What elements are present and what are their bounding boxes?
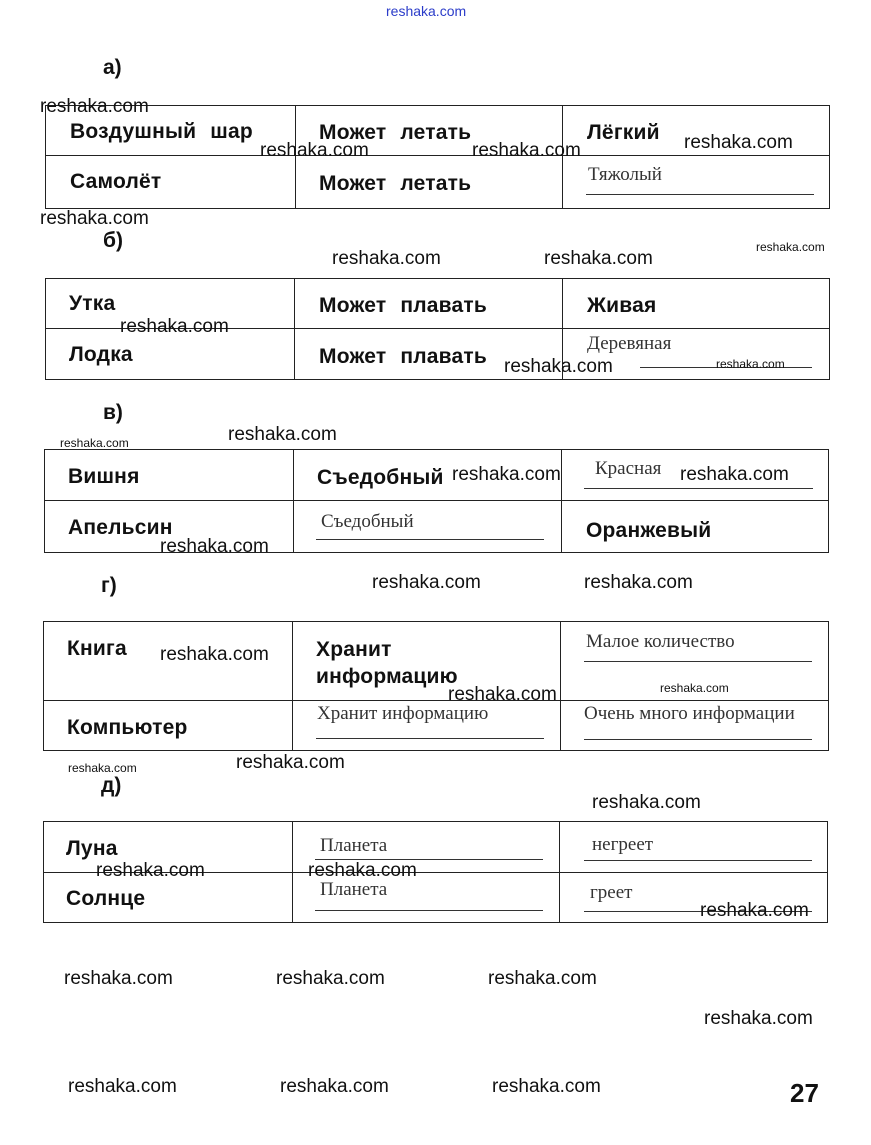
table-d-col-divider-1: [292, 821, 293, 923]
watermark: reshaka.com: [40, 96, 149, 117]
watermark: reshaka.com: [504, 356, 613, 377]
watermark: reshaka.com: [68, 1076, 177, 1097]
watermark: reshaka.com: [120, 316, 229, 337]
table-b-col-divider-1: [294, 278, 295, 380]
watermark: reshaka.com: [280, 1076, 389, 1097]
watermark: reshaka.com: [684, 132, 793, 153]
cell-a-r1-c1: Воздушный шар: [70, 120, 253, 143]
cell-d-r1-c1: Луна: [66, 837, 118, 860]
watermark: reshaka.com: [680, 464, 789, 485]
cell-v-r2-c1: Апельсин: [68, 516, 173, 539]
table-a-row-divider: [45, 155, 830, 156]
answer-g-r2-c2: Хранит информацию: [317, 703, 489, 724]
section-label-v: в): [103, 401, 123, 424]
cell-a-r1-c3: Лёгкий: [587, 121, 660, 144]
watermark: reshaka.com: [716, 357, 785, 371]
cell-g-r2-c1: Компьютер: [67, 716, 188, 739]
section-label-b: б): [103, 229, 123, 252]
watermark: reshaka.com: [236, 752, 345, 773]
watermark: reshaka.com: [96, 860, 205, 881]
section-label-g: г): [101, 574, 117, 597]
watermark: reshaka.com: [704, 1008, 813, 1029]
cell-d-r2-c1: Солнце: [66, 887, 146, 910]
page-number: 27: [790, 1078, 819, 1108]
cell-b-r1-c2: Может плавать: [319, 294, 487, 317]
cell-g-r1-c2-line2: информацию: [316, 665, 458, 688]
watermark: reshaka.com: [592, 792, 701, 813]
cell-g-r1-c2-line1: Хранит: [316, 638, 392, 661]
answer-d-r2-c2: Планета: [320, 879, 388, 900]
answer-v-r2-c2: Съедобный: [321, 511, 414, 532]
watermark: reshaka.com: [276, 968, 385, 989]
answer-g-r2-c3: Очень много информации: [584, 703, 795, 724]
answer-a-r2-c3: Тяжолый: [588, 164, 662, 185]
cell-v-r1-c2: Съедобный: [317, 466, 444, 489]
table-g-col-divider-2: [560, 621, 561, 751]
table-v-col-divider-2: [561, 449, 562, 553]
watermark: reshaka.com: [700, 900, 809, 921]
table-g-col-divider-1: [292, 621, 293, 751]
cell-a-r1-c2: Может летать: [319, 121, 472, 144]
watermark: reshaka.com: [260, 140, 369, 161]
cell-a-r2-c2: Может летать: [319, 172, 472, 195]
answer-line: [584, 488, 813, 489]
cell-b-r1-c1: Утка: [69, 292, 116, 315]
answer-line: [316, 539, 544, 540]
answer-d-r2-c3: греет: [590, 882, 633, 903]
answer-d-r1-c2: Планета: [320, 835, 388, 856]
table-v-col-divider-1: [293, 449, 294, 553]
watermark: reshaka.com: [308, 860, 417, 881]
answer-line: [584, 661, 812, 662]
watermark: reshaka.com: [40, 208, 149, 229]
table-d-col-divider-2: [559, 821, 560, 923]
answer-line: [316, 738, 544, 739]
cell-a-r2-c1: Самолёт: [70, 170, 162, 193]
table-g-row-divider: [43, 700, 829, 701]
watermark: reshaka.com: [660, 681, 729, 695]
cell-b-r1-c3: Живая: [587, 294, 657, 317]
cell-g-r1-c1: Книга: [67, 637, 127, 660]
cell-v-r2-c3: Оранжевый: [586, 519, 712, 542]
watermark: reshaka.com: [160, 644, 269, 665]
site-header-link[interactable]: reshaka.com: [386, 3, 467, 19]
answer-line: [584, 739, 812, 740]
answer-line: [586, 194, 814, 195]
watermark: reshaka.com: [584, 572, 693, 593]
watermark: reshaka.com: [332, 248, 441, 269]
watermark: reshaka.com: [64, 968, 173, 989]
watermark: reshaka.com: [60, 436, 129, 450]
answer-b-r2-c3: Деревяная: [587, 333, 672, 354]
answer-d-r1-c3: негреет: [592, 834, 654, 855]
watermark: reshaka.com: [448, 684, 557, 705]
watermark: reshaka.com: [228, 424, 337, 445]
section-label-a: а): [103, 56, 122, 79]
watermark: reshaka.com: [452, 464, 561, 485]
section-label-d: д): [101, 774, 122, 797]
answer-line: [584, 860, 812, 861]
watermark: reshaka.com: [472, 140, 581, 161]
answer-v-r1-c3: Красная: [595, 458, 662, 479]
watermark: reshaka.com: [372, 572, 481, 593]
watermark: reshaka.com: [488, 968, 597, 989]
cell-b-r2-c1: Лодка: [69, 343, 133, 366]
table-v-row-divider: [44, 500, 829, 501]
answer-line: [315, 910, 543, 911]
watermark: reshaka.com: [544, 248, 653, 269]
watermark: reshaka.com: [160, 536, 269, 557]
cell-v-r1-c1: Вишня: [68, 465, 140, 488]
watermark: reshaka.com: [492, 1076, 601, 1097]
watermark: reshaka.com: [68, 761, 137, 775]
watermark: reshaka.com: [756, 240, 825, 254]
answer-g-r1-c3: Малое количество: [586, 631, 735, 652]
cell-b-r2-c2: Может плавать: [319, 345, 487, 368]
